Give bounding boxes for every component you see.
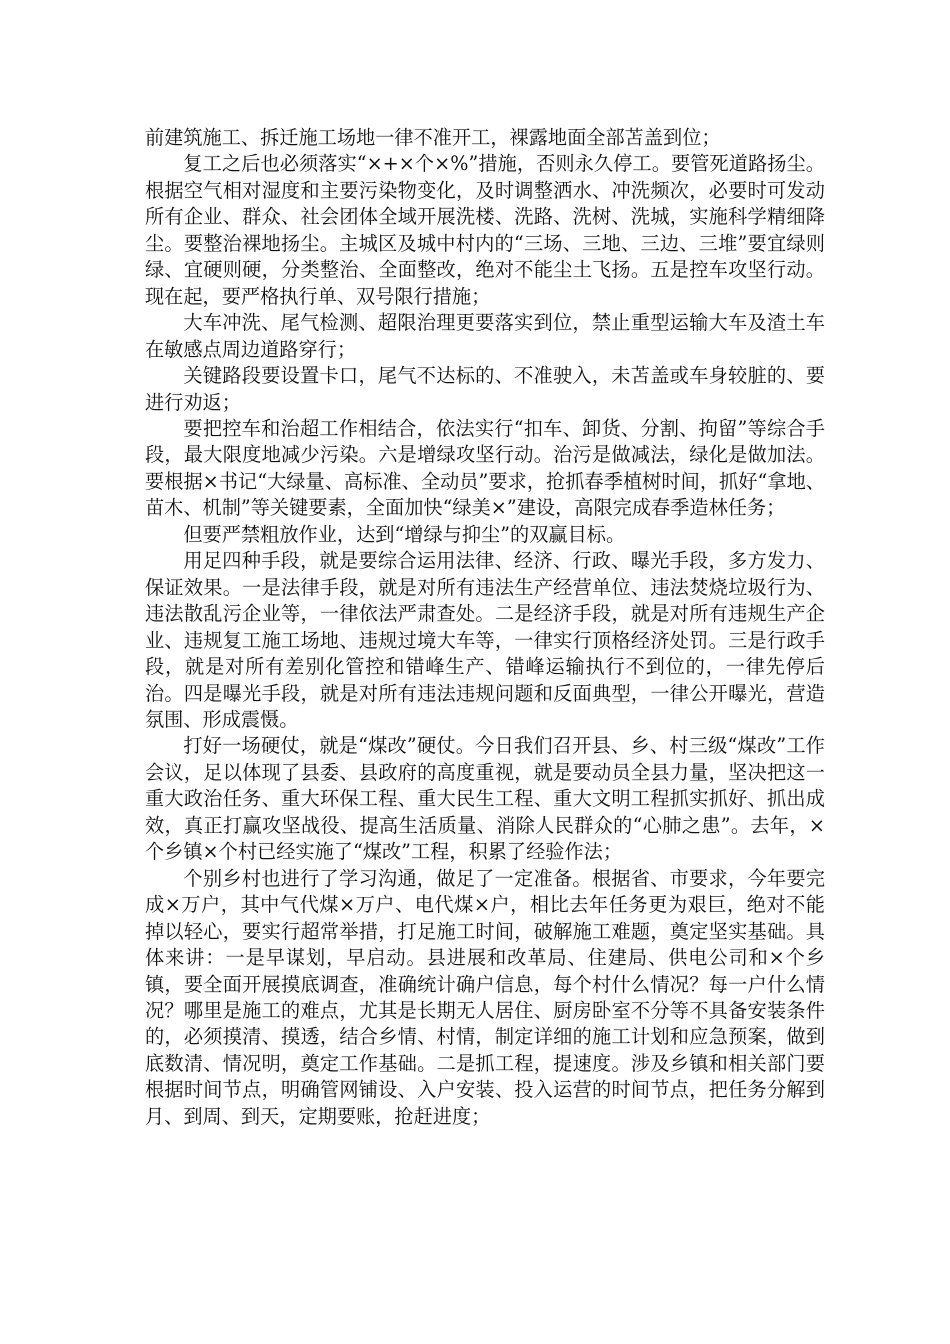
paragraph-5: 要把控车和治超工作相结合，依法实行“扣车、卸货、分割、拘留”等综合手段，最大限度地减少污染。六是增绿攻坚行动。治污是做减法，绿化是做加法。要根据×书记“大绿量、高标准、全动员”要求，抢抓春季植树时间，抓好“拿地、苗木、机制”等关键要素，全面加快“绿美×”建设，高限完成春季造林任务； [145, 416, 825, 520]
paragraph-9: 个别乡村也进行了学习沟通，做足了一定准备。根据省、市要求，今年要完成×万户，其中气代煤×万户、电代煤×户，相比去年任务更为艰巨，绝对不能掉以轻心，要实行超常举措，打足施工时间，破解施工难题，奠定坚实基础。具体来讲：一是早谋划，早启动。县进展和改革局、住建局、供电公司和×个乡镇，要全面开展摸底调查，准确统计确户信息，每个村什么情况？每一户什么情况？哪里是施工的难点，尤其是长期无人居住、厨房卧室不分等不具备安装条件的，必须摸清、摸透，结合乡情、村情，制定详细的施工计划和应急预案，做到底数清、情况明，奠定工作基础。二是抓工程，提速度。涉及乡镇和相关部门要根据时间节点，明确管网铺设、入户安装、投入运营的时间节点，把任务分解到月、到周、到天，定期要账，抢赶进度； [145, 866, 825, 1128]
paragraph-8: 打好一场硬仗，就是“煤改”硬仗。今日我们召开县、乡、村三级“煤改”工作会议，足以体现了县委、县政府的高度重视，就是要动员全县力量，坚决把这一重大政治任务、重大环保工程、重大民生工程、重大文明工程抓实抓好、抓出成效，真正打赢攻坚战役、提高生活质量、消除人民群众的“心肺之患”。去年，×个乡镇×个村已经实施了“煤改”工程，积累了经验作法； [145, 734, 825, 864]
paragraph-1: 前建筑施工、拆迁施工场地一律不准开工，裸露地面全部苫盖到位； [145, 126, 721, 149]
document-body [145, 125, 825, 1130]
paragraph-7: 用足四种手段，就是要综合运用法律、经济、行政、曝光手段，多方发力、保证效果。一是法律手段，就是对所有违法生产经营单位、违法焚烧垃圾行为、违法散乱污企业等，一律依法严肃查处。二是经济手段，就是对所有违规生产企业、违规复工施工场地、违规过境大车等，一律实行顶格经济处罚。三是行政手段，就是对所有差别化管控和错峰生产、错峰运输执行不到位的，一律先停后治。四是曝光手段，就是对所有违法违规问题和反面典型，一律公开曝光，营造氛围、形成震慑。 [145, 549, 825, 731]
paragraph-4: 关键路段要设置卡口，尾气不达标的、不准驶入，未苫盖或车身较脏的、要进行劝返； [145, 364, 825, 414]
paragraph-6: 但要严禁粗放作业，达到“增绿与抑尘”的双赢目标。 [183, 522, 626, 546]
paragraph-3: 大车冲洗、尾气检测、超限治理更要落实到位，禁止重型运输大车及渣土车在敏感点周边道路穿行； [145, 311, 825, 361]
paragraph-2: 复工之后也必须落实“×+×个×%”措施，否则永久停工。要管死道路扬尘。根据空气相对湿度和主要污染物变化，及时调整洒水、冲洗频次，必要时可发动所有企业、群众、社会团体全域开展洗楼、洗路、洗树、洗城，实施科学精细降尘。要整治裸地扬尘。主城区及城中村内的“三场、三地、三边、三堆”要宜绿则绿、宜硬则硬，分类整治、全面整改，绝对不能尘土飞扬。五是控车攻坚行动。现在起，要严格执行单、双号限行措施； [145, 152, 825, 308]
